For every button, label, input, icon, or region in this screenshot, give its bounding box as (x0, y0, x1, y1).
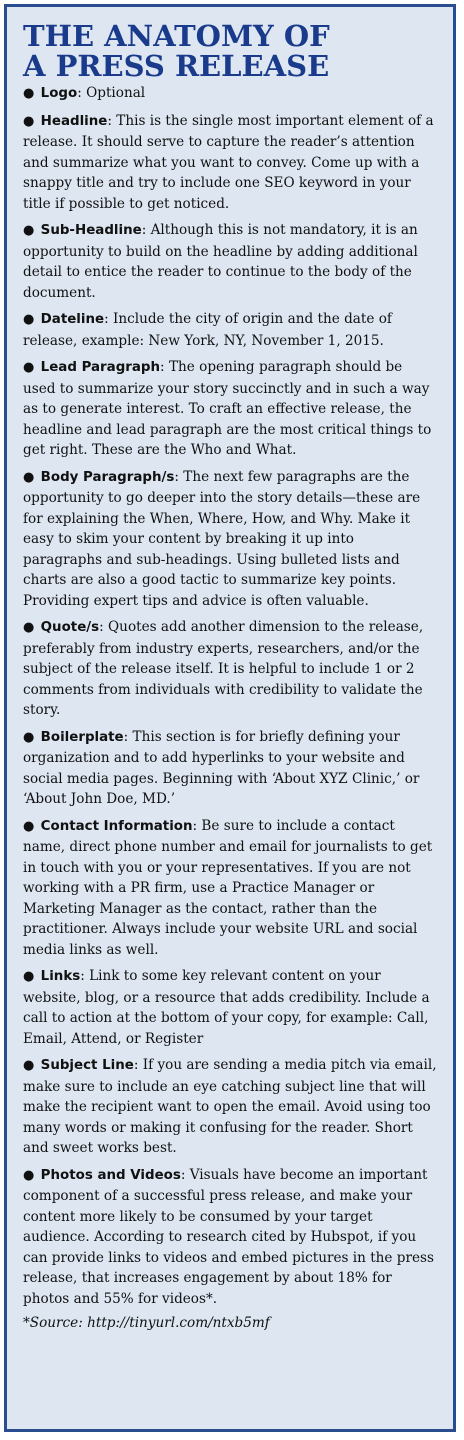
item-description: : Quotes add another dimension to the release, preferably from industry experts, researchers, and/or the subject of the release itself. It is helpful to include 1 or 2 comments from individuals with credibility to validate the story. (23, 619, 424, 718)
list-item-quotes (23, 617, 437, 721)
item-term: Boilerplate (40, 729, 124, 745)
bullet-icon: ● (23, 469, 35, 485)
item-term: Subject Line (40, 1058, 134, 1073)
item-description: : Optional (77, 85, 146, 101)
item-description: : If you are sending a media pitch via email, make sure to include an eye catching subject line that will make the recipient want to open the email. Avoid using too many words or making it confusing for the reader. Short and sweet works best. (23, 1057, 437, 1156)
bullet-icon: ● (23, 312, 35, 327)
item-description: : This is the single most important element of a release. It should serve to capture the reader’s attention and summarize what you want to convey. Come up with a snappy title and try to include one SEO keyword in your title if possible to get noticed. (23, 112, 434, 212)
item-term: Quote/s (40, 620, 100, 635)
section-list (23, 83, 437, 1309)
item-description: : Although this is not mandatory, it is an opportunity to build on the headline by adding additional detail to entice the reader to continue to the body of the document. (23, 222, 418, 301)
list-item-body-paragraphs (23, 467, 437, 612)
title-line-1: THE ANATOMY OF (23, 19, 330, 53)
bullet-icon: ● (23, 1167, 35, 1183)
list-item-links (23, 966, 437, 1049)
item-description: : The opening paragraph should be used to summarize your story succinctly and in such a way as to generate interest. To craft an effective release, the headline and lead paragraph are the most critical things to get right. These are the Who and What. (23, 359, 432, 458)
bullet-icon: ● (23, 1058, 35, 1073)
item-term: Sub-Headline (40, 223, 142, 238)
item-term: Body Paragraph/s (40, 469, 175, 485)
bullet-icon: ● (23, 360, 35, 375)
list-item-subject-line (23, 1055, 437, 1159)
item-description: : The next few paragraphs are the opportunity to go deeper into the story details—these are for explaining the When, Where, How, and Why. Make it easy to skim your content by breaking it up into paragraphs and sub-headings. Using bulleted lists and charts are also a good tactic to summarize key points. Providing expert tips and advice is often valuable. (23, 468, 421, 609)
bullet-icon: ● (23, 86, 35, 101)
item-term: Photos and Videos (40, 1167, 181, 1183)
bullet-icon: ● (23, 620, 35, 635)
list-item-contact-information (23, 816, 437, 961)
list-item-lead-paragraph (23, 357, 437, 461)
bullet-icon: ● (23, 969, 35, 984)
item-description: : This section is for briefly defining your organization and to add hyperlinks to your website and social media pages. Beginning with ‘About XYZ Clinic,’ or ‘About John Doe, MD.’ (23, 728, 420, 807)
source-citation: *Source: http://tinyurl.com/ntxb5mf (23, 1315, 270, 1331)
bullet-icon: ● (23, 113, 35, 129)
item-description: : Visuals have become an important component of a successful press release, and make your content more likely to be consumed by your target audience. According to research cited by Hubspot, if you can provide links to videos and embed pictures in the press release, that increases engagement by about 18% for photos and 55% for videos*. (23, 1166, 434, 1307)
item-description: : Link to some key relevant content on your website, blog, or a resource that adds credibility. Include a call to action at the bottom of your copy, for example: Call, Email, Attend, or Register (23, 968, 430, 1047)
item-term: Headline (40, 113, 108, 129)
list-item-boilerplate (23, 727, 437, 810)
list-item-photos-and-videos (23, 1165, 437, 1310)
list-item-logo (23, 83, 437, 105)
infographic-panel (4, 4, 456, 1432)
bullet-icon: ● (23, 818, 35, 834)
bullet-icon: ● (23, 223, 35, 238)
list-item-sub-headline (23, 220, 437, 303)
item-term: Contact Information (40, 818, 193, 834)
item-term: Logo (40, 86, 78, 101)
bullet-icon: ● (23, 729, 35, 745)
item-term: Lead Paragraph (40, 360, 161, 375)
item-description: : Include the city of origin and the date of release, example: New York, NY, November 1, 2015. (23, 311, 392, 349)
item-term: Links (40, 969, 81, 984)
page-title (23, 21, 437, 81)
item-description: : Be sure to include a contact name, direct phone number and email for journalists to get in touch with you or your representatives. If you are not working with a PR firm, use a Practice Manager or Marketing Manager as the contact, rather than the practitioner. Always include your website URL and social media links as well. (23, 817, 433, 958)
item-term: Dateline (40, 312, 105, 327)
list-item-dateline (23, 309, 437, 351)
list-item-headline (23, 111, 437, 215)
title-line-2: A PRESS RELEASE (23, 49, 330, 83)
